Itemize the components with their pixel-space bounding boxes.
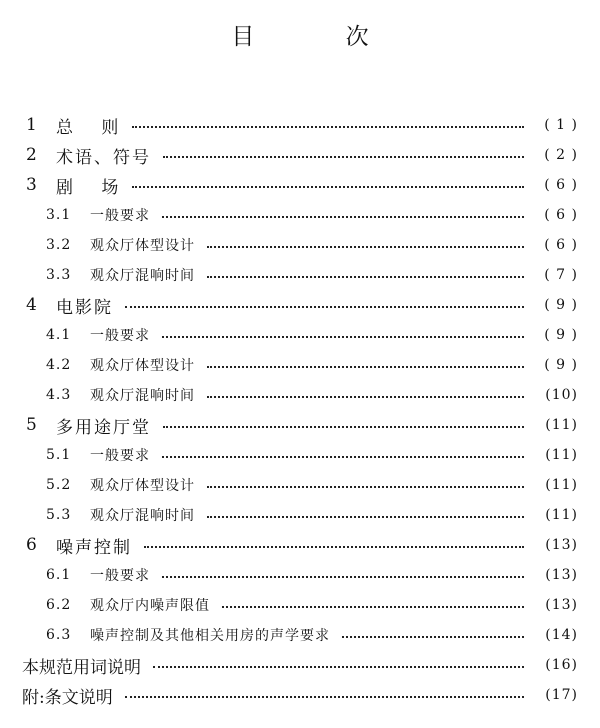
toc-entry-page: (13) (545, 537, 578, 553)
toc-entry-label: 一般要求 (90, 328, 150, 344)
toc-entry-label: 观众厅混响时间 (90, 508, 195, 524)
dot-leader (125, 306, 524, 308)
toc-entry-number: 6 (26, 535, 37, 555)
dot-leader (207, 396, 524, 398)
toc-entry-label: 观众厅混响时间 (90, 388, 195, 404)
toc-entry-number: 2 (26, 145, 37, 165)
toc-entry-page: ( 7 ) (544, 267, 578, 283)
toc-entry[interactable] (0, 320, 600, 350)
toc-entry-label: 噪声控制 (56, 537, 132, 558)
toc-entry[interactable] (0, 200, 600, 230)
dot-leader (125, 696, 524, 698)
toc-entry-label: 观众厅混响时间 (90, 268, 195, 284)
toc-entry-label: 本规范用词说明 (22, 657, 141, 678)
dot-leader (207, 516, 524, 518)
toc-entry-number: 4.2 (46, 357, 72, 373)
toc-entry[interactable] (0, 590, 600, 620)
dot-leader (162, 576, 524, 578)
toc-entry[interactable] (0, 530, 600, 560)
toc-entry-label: 观众厅体型设计 (90, 358, 195, 374)
toc-entry-page: ( 9 ) (544, 357, 578, 373)
toc-entry-page: (11) (545, 477, 578, 493)
toc-entry[interactable] (0, 620, 600, 650)
toc-entry[interactable] (0, 170, 600, 200)
toc-entry-label: 噪声控制及其他相关用房的声学要求 (90, 628, 330, 644)
dot-leader (162, 456, 524, 458)
toc-entry[interactable] (0, 500, 600, 530)
toc-entry[interactable] (0, 290, 600, 320)
toc-entry-label: 电影院 (56, 297, 113, 318)
dot-leader (222, 606, 524, 608)
toc-entry-page: ( 6 ) (544, 177, 578, 193)
toc-entry-number: 4.3 (46, 387, 72, 403)
toc-entry-number: 3.2 (46, 237, 72, 253)
toc-entry-page: ( 2 ) (544, 147, 578, 163)
toc-entry[interactable] (0, 350, 600, 380)
toc-entry-page: ( 9 ) (544, 297, 578, 313)
dot-leader (153, 666, 524, 668)
toc-entry-number: 5.3 (46, 507, 72, 523)
toc-entry[interactable] (0, 440, 600, 470)
toc-entry-label: 一般要求 (90, 448, 150, 464)
dot-leader (162, 216, 524, 218)
toc-entry-page: (17) (545, 687, 578, 703)
dot-leader (163, 426, 524, 428)
toc-entry-number: 1 (26, 115, 37, 135)
dot-leader (207, 366, 524, 368)
toc-entry[interactable] (0, 410, 600, 440)
toc-entry-label: 附:条文说明 (22, 687, 113, 708)
toc-entry[interactable] (0, 380, 600, 410)
toc-entry-number: 3.1 (46, 207, 72, 223)
toc-entry-number: 3.3 (46, 267, 72, 283)
toc-entry-page: (11) (545, 507, 578, 523)
toc-entry-page: (13) (545, 597, 578, 613)
toc-entry-number: 5 (26, 415, 37, 435)
toc-entry-number: 3 (26, 175, 37, 195)
toc-entry[interactable] (0, 680, 600, 710)
toc-entry-page: ( 9 ) (544, 327, 578, 343)
dot-leader (163, 156, 524, 158)
dot-leader (342, 636, 524, 638)
toc-entry-page: ( 6 ) (544, 207, 578, 223)
toc-entry-page: (16) (545, 657, 578, 673)
toc-entry-number: 6.2 (46, 597, 72, 613)
dot-leader (144, 546, 524, 548)
dot-leader (207, 486, 524, 488)
toc-entry-page: (14) (545, 627, 578, 643)
toc-entry[interactable] (0, 230, 600, 260)
toc-entry-label: 一般要求 (90, 208, 150, 224)
toc-entry-number: 4 (26, 295, 37, 315)
toc-entry-label: 观众厅内噪声限值 (90, 598, 210, 614)
toc-entry-page: (11) (545, 417, 578, 433)
toc-entry-label: 观众厅体型设计 (90, 238, 195, 254)
toc-entry-number: 6.3 (46, 627, 72, 643)
toc-entry[interactable] (0, 470, 600, 500)
dot-leader (162, 336, 524, 338)
dot-leader (132, 186, 524, 188)
dot-leader (132, 126, 524, 128)
toc-entry-label: 观众厅体型设计 (90, 478, 195, 494)
toc-entry-number: 4.1 (46, 327, 72, 343)
toc-entry[interactable] (0, 140, 600, 170)
toc-entry[interactable] (0, 260, 600, 290)
toc-entry[interactable] (0, 560, 600, 590)
toc-entry-number: 5.2 (46, 477, 72, 493)
dot-leader (207, 246, 524, 248)
toc-entry-label: 总 则 (56, 117, 121, 138)
toc-entry-page: (11) (545, 447, 578, 463)
toc-entry-page: ( 6 ) (544, 237, 578, 253)
page-title: 目 次 (231, 24, 411, 50)
toc-entry[interactable] (0, 650, 600, 680)
dot-leader (207, 276, 524, 278)
toc-entry[interactable] (0, 110, 600, 140)
toc-entry-label: 一般要求 (90, 568, 150, 584)
toc-entry-label: 术语、符号 (56, 147, 151, 168)
toc-entry-number: 5.1 (46, 447, 72, 463)
toc-entry-label: 多用途厅堂 (56, 417, 151, 438)
toc-entry-page: (13) (545, 567, 578, 583)
toc-entry-page: (10) (545, 387, 578, 403)
toc-entry-label: 剧 场 (56, 177, 121, 198)
toc-entry-page: ( 1 ) (544, 117, 578, 133)
toc-entry-number: 6.1 (46, 567, 72, 583)
